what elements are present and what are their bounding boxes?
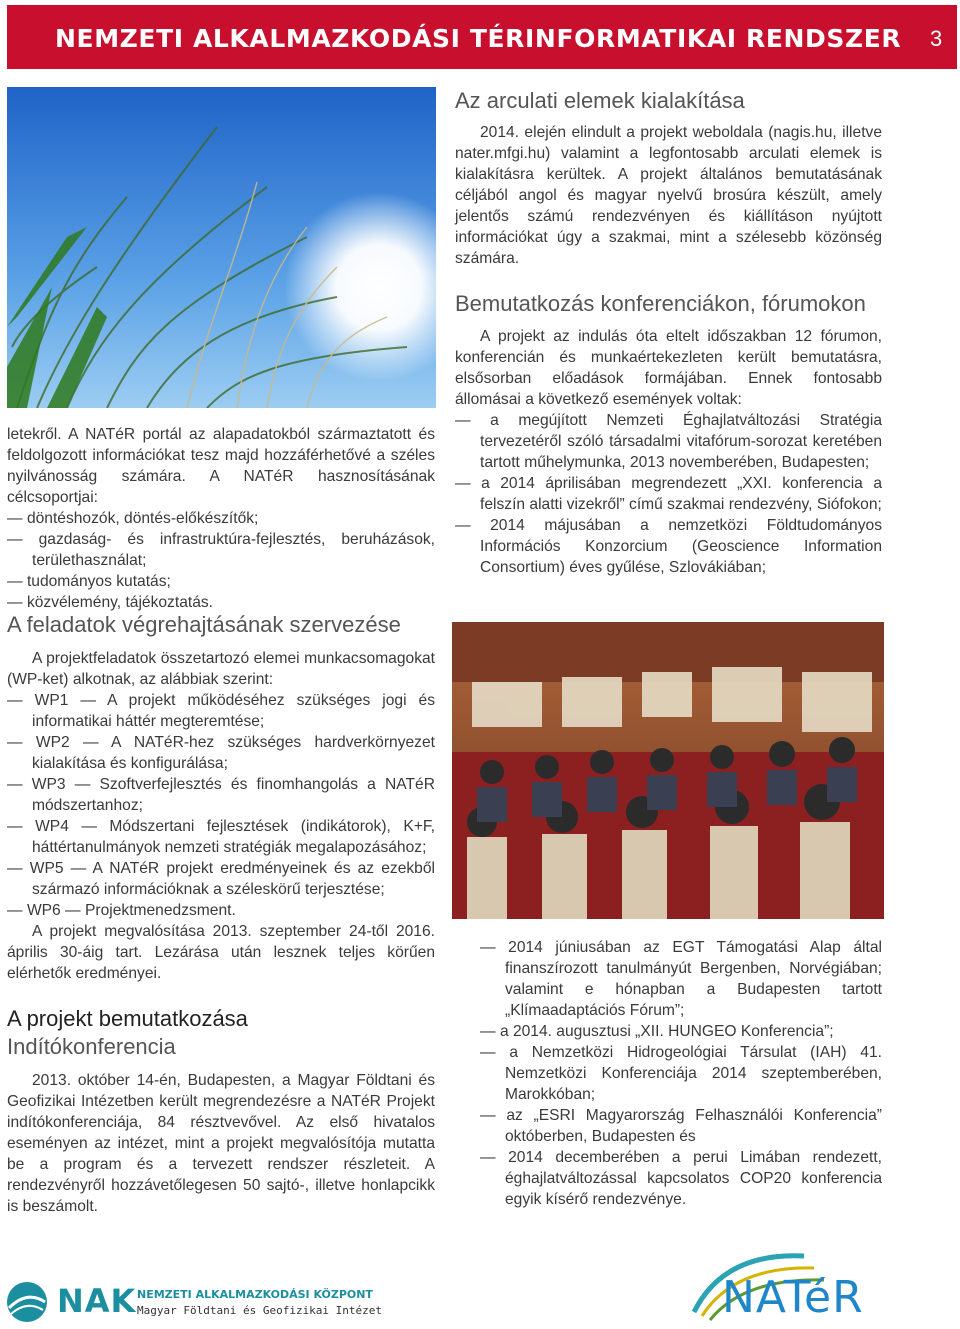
left-intro-block <box>7 424 435 613</box>
page-number: 3 <box>930 26 943 51</box>
event-item: — 2014 decemberében a perui Limában rendezett, éghajlatváltozással kapcsolatos COP20 konferencia egyik kísérő rendezvénye. <box>480 1147 882 1210</box>
arculati-text: 2014. elején elindult a projekt weboldala (nagis.hu, illetve nater.mfgi.hu) valamint a legfontosabb arculati elemek is kialakításra kerültek. A projekt általános bemutatásának céljából angol és magyar nyelvű brosúra készült, amely jelentős számú rendezvényen és kiállításon nyújtott információkat úgy a szakmai, mint a szélesebb közönség számára. <box>455 124 882 267</box>
feladatok-block <box>7 648 435 984</box>
forumok-block-2 <box>480 937 882 1210</box>
bemutatkozas-text: 2013. október 14-én, Budapesten, a Magyar Földtani és Geofizikai Intézetben került megrendezésre a NATéR Projekt indítókonferenciája, 84 résztvevővel. Az első hivatalos eseményen az intézet, mint a projekt megvalósítója mutatta be a program és a tervezett rendszer részleteit. A rendezvényről hozzávetőlegesen 50 sajtó-, illetve honlapcikk is beszámolt. <box>7 1072 435 1215</box>
event-item: — az „ESRI Magyarország Felhasználói Konferencia” októberben, Budapesten és <box>480 1105 882 1147</box>
wp-item: — WP2 — A NATéR-hez szükséges hardverkörnyezet kialakítása és konfigurálása; <box>7 732 435 774</box>
feladatok-outro: A projekt megvalósítása 2013. szeptember 24-től 2016. április 30-áig tart. Lezárása után lesznek teljes körűen elérhetők eredményei. <box>7 923 435 982</box>
event-item: — a megújított Nemzeti Éghajlatváltozási Stratégia tervezetéről szóló társadalmi vitafórum-sorozat keretében tartott műhelymunka, 2013 novemberében, Budapesten; <box>455 410 882 473</box>
list-item: — közvélemény, tájékoztatás. <box>7 592 435 613</box>
feladatok-heading: A feladatok végrehajtásának szervezése <box>7 612 401 637</box>
nak-logo <box>5 1280 383 1325</box>
nak-line2: Magyar Földtani és Geofizikai Intézet <box>137 1304 383 1317</box>
bemutatkozas-heading: A projekt bemutatkozása <box>7 1006 248 1031</box>
grass-sky-photo <box>7 87 436 408</box>
wp-item: — WP4 — Módszertani fejlesztések (indikátorok), K+F, háttértanulmányok nemzeti stratégiák megalapozásához; <box>7 816 435 858</box>
forumok-heading: Bemutatkozás konferenciákon, fórumokon <box>455 291 866 316</box>
nater-logo <box>684 1242 884 1326</box>
feladatok-intro: A projektfeladatok összetartozó elemei munkacsomagokat (WP-ket) alkotnak, az alábbiak szerint: <box>7 650 435 688</box>
event-item: — a 2014 áprilisában megrendezett „XXI. konferencia a felszín alatti vizekről” című szakmai rendezvény, Siófokon; <box>455 473 882 515</box>
left-intro-paragraph: letekről. A NATéR portál az alapadatokból származtatott és feldolgozott információkat tesz majd hozzáférhetővé a széles nyilvánosság számára. A NATéR hasznosításának célcsoportjai: <box>7 426 435 506</box>
list-item: — gazdaság- és infrastruktúra-fejlesztés, beruházások, területhasználat; <box>7 529 435 571</box>
event-item: — 2014 májusában a nemzetközi Földtudományos Információs Konzorcium (Geoscience Information Consortium) éves gyűlése, Szlovákiában; <box>455 515 882 578</box>
wp-item: — WP6 — Projektmenedzsment. <box>7 900 435 921</box>
event-item: — a 2014. augusztusi „XII. HUNGEO Konferencia”; <box>480 1021 882 1042</box>
event-item: — a Nemzetközi Hidrogeológiai Társulat (IAH) 41. Nemzetközi Konferenciája 2014 szeptemberében, Marokkóban; <box>480 1042 882 1105</box>
header-title: NEMZETI ALKALMAZKODÁSI TÉRINFORMATIKAI RENDSZER <box>55 24 902 53</box>
bemutatkozas-subheading: Indítókonferencia <box>7 1034 176 1059</box>
list-item: — tudományos kutatás; <box>7 571 435 592</box>
bemutatkozas-block <box>7 1070 435 1217</box>
wp-item: — WP1 — A projekt működéséhez szükséges jogi és informatikai háttér megteremtése; <box>7 690 435 732</box>
list-item: — döntéshozók, döntés-előkészítők; <box>7 508 435 529</box>
event-item: — 2014 júniusában az EGT Támogatási Alap által finanszírozott tanulmányút Bergenben, Norvégiában; valamint e hónapban a Budapesten tartott „Klímaadaptációs Fórum”; <box>480 937 882 1021</box>
arculati-block <box>455 122 882 269</box>
nak-emblem-icon <box>5 1280 49 1324</box>
nak-abbr: NAK <box>57 1282 137 1320</box>
arculati-heading: Az arculati elemek kialakítása <box>455 88 745 113</box>
forumok-intro: A projekt az indulás óta eltelt időszakban 12 fórumon, konferencián és munkaértekezleten került bemutatásra, elsősorban előadások formájában. Ennek fontosabb állomásai a következő események voltak: <box>455 328 882 408</box>
wp-item: — WP5 — A NATéR projekt eredményeinek és az ezekből származó információknak a széleskörű terjesztése; <box>7 858 435 900</box>
nak-line1: NEMZETI ALKALMAZKODÁSI KÖZPONT <box>137 1288 373 1301</box>
conference-photo <box>452 622 884 919</box>
forumok-block <box>455 326 882 578</box>
nater-logo-text: NATéR <box>722 1272 864 1323</box>
wp-item: — WP3 — Szoftverfejlesztés és finomhangolás a NATéR módszertanhoz; <box>7 774 435 816</box>
